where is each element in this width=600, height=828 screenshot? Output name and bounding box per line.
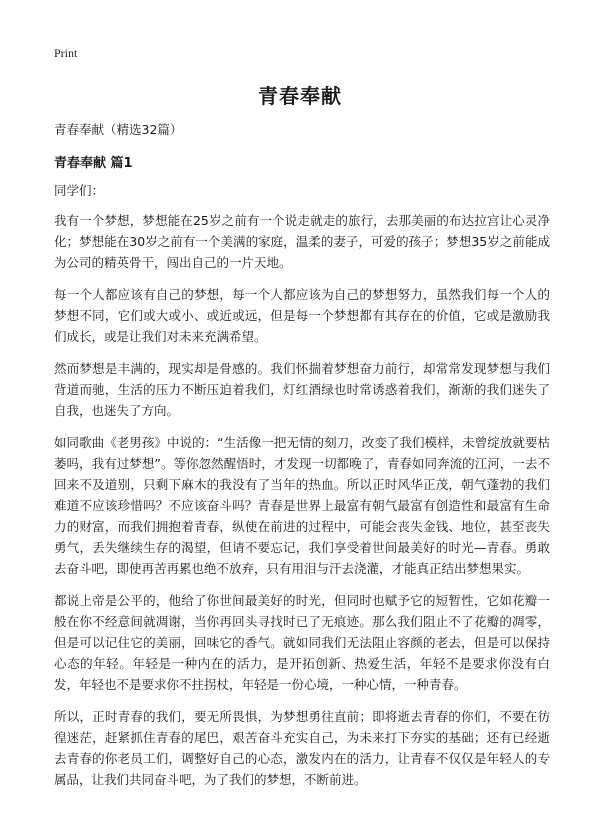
article-body (54, 180, 550, 801)
print-link[interactable]: Print (54, 46, 78, 60)
document-subtitle: 青春奉献（精选32篇） (54, 122, 183, 137)
page-title: 青春奉献 (258, 84, 342, 108)
paragraph-3: 然而梦想是丰满的，现实却是骨感的。我们怀揣着梦想奋力前行，却常常发现梦想与我们背道而驰，生活的压力不断压迫着我们，灯红酒绿也时常诱惑着我们，渐渐的我们迷失了自我，也迷失了方向。 (54, 361, 550, 418)
paragraph-4: 如同歌曲《老男孩》中说的：“生活像一把无情的刻刀，改变了我们模样，未曾绽放就要枯萎吗，我有过梦想”。等你忽然醒悟时，才发现一切都晚了，青春如同奔流的江河，一去不回来不及道别，只剩下麻木的我没有了当年的热血。所以正时风华正茂，朝气蓬勃的我们难道不应该珍惜吗？不应该奋斗吗？青春是世界上最富有朝气最富有创造性和最富有生命力的财富，而我们拥抱着青春，纵使在前进的过程中，可能会丧失金钱、地位，甚至丧失勇气，丢失继续生存的渴望，但请不要忘记，我们享受着世间最美好的时光—青春。勇敢去奋斗吧，即使再苦再累也绝不放弃，只有用泪与汗去浇灌，才能真正结出梦想果实。 (54, 435, 550, 576)
paragraph-6: 所以，正时青春的我们，要无所畏惧，为梦想勇往直前；即将逝去青春的你们，不要在彷徨迷茫，赶紧抓住青春的尾巴，艰苦奋斗充实自己，为未来打下夯实的基础；还有已经逝去青春的你老员工们，调整好自己的心态，激发内在的活力，让青春不仅仅是年轻人的专属品，让我们共同奋斗吧，为了我们的梦想，不断前进。 (54, 709, 550, 787)
greeting: 同学们： (54, 183, 105, 198)
section-heading: 青春奉献 篇1 (54, 156, 133, 171)
paragraph-2: 每一个人都应该有自己的梦想，每一个人都应该为自己的梦想努力，虽然我们每一个人的梦想不同，它们或大或小、或近或远，但是每一个梦想都有其存在的价值，它或是激励我们成长，或是让我们对未来充满希望。 (54, 287, 550, 344)
paragraph-1: 我有一个梦想，梦想能在25岁之前有一个说走就走的旅行，去那美丽的布达拉宫让心灵净化；梦想能在30岁之前有一个美满的家庭，温柔的妻子，可爱的孩子；梦想35岁之前能成为公司的精英骨干，闯出自己的一片天地。 (54, 213, 550, 270)
paragraph-5: 都说上帝是公平的，他给了你世间最美好的时光，但同时也赋予它的短暂性，它如花瓣一般在你不经意间就凋谢，当你再回头寻找时已了无痕迹。那么我们阻止不了花瓣的凋零，但是可以记住它的美丽，回味它的香气。就如同我们无法阻止容颜的老去，但是可以保持心态的年轻。年轻是一种内在的活力，是开拓创新、热爱生活，年轻不是要求你没有白发，年轻也不是要求你不拄拐杖，年轻是一份心境，一种心情，一种青春。 (54, 593, 550, 692)
